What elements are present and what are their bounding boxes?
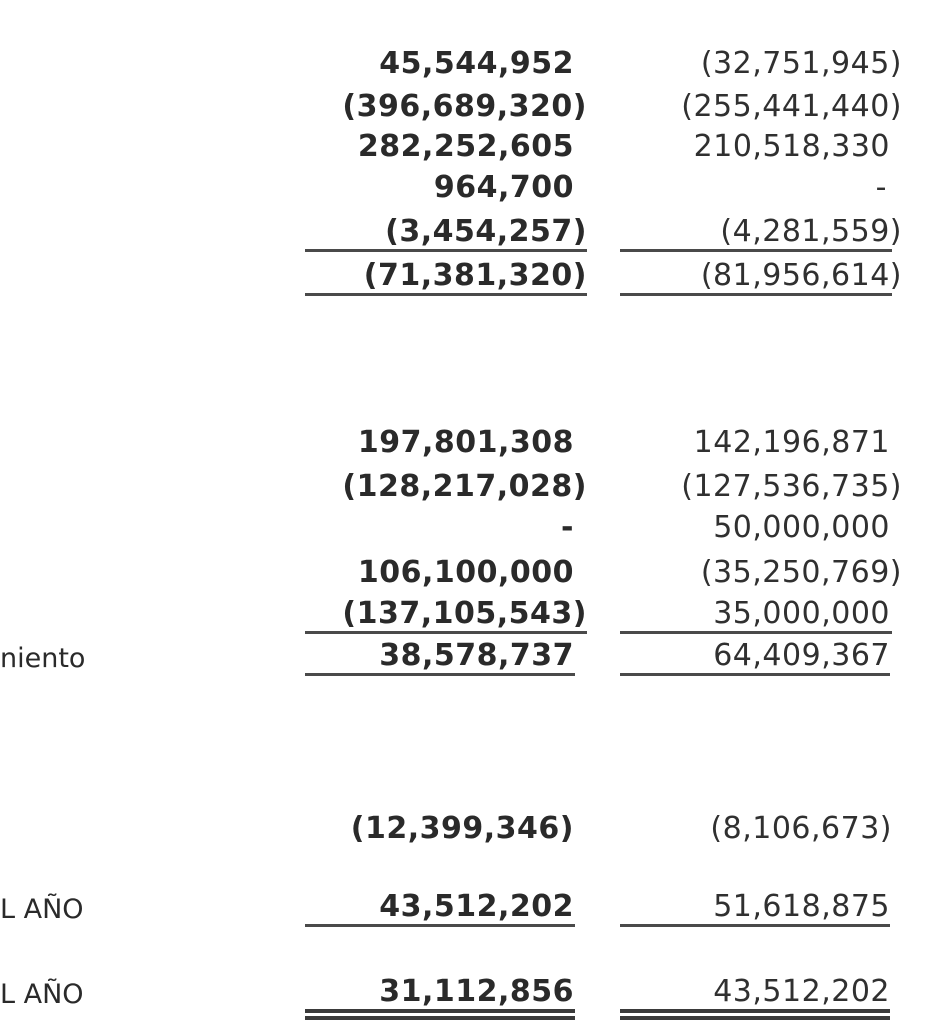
- beginning-year-label: L AÑO: [0, 894, 84, 925]
- double-underline-col1-bottom: [305, 1016, 575, 1020]
- double-underline-col2-top: [620, 1009, 890, 1013]
- value-col2-row14: 51,618,875: [713, 889, 890, 924]
- underline-col1-row14: [305, 924, 575, 927]
- underline-col1-row5: [305, 249, 587, 252]
- end-year-label: L AÑO: [0, 979, 84, 1010]
- value-col1-row9: -: [561, 510, 574, 545]
- value-col2-row5: (4,281,559): [720, 214, 902, 249]
- double-underline-col2-bottom: [620, 1016, 890, 1020]
- value-col1-row2: (396,689,320): [342, 89, 587, 124]
- value-col2-row12-subtotal: 64,409,367: [713, 638, 890, 673]
- value-col2-row13: (8,106,673): [710, 811, 892, 846]
- underline-col2-row14: [620, 924, 890, 927]
- value-col1-row8: (128,217,028): [342, 469, 587, 504]
- value-col2-row7: 142,196,871: [693, 425, 890, 460]
- value-col1-row6-subtotal: (71,381,320): [363, 258, 587, 293]
- value-col2-row2: (255,441,440): [681, 89, 902, 124]
- value-col2-row10: (35,250,769): [700, 555, 902, 590]
- value-col2-row15-total: 43,512,202: [713, 974, 890, 1009]
- underline-col1-row11: [305, 631, 587, 634]
- value-col1-row15-total: 31,112,856: [379, 974, 574, 1009]
- value-col2-row6-subtotal: (81,956,614): [700, 258, 902, 293]
- value-col1-row12-subtotal: 38,578,737: [379, 638, 574, 673]
- value-col1-row10: 106,100,000: [357, 555, 574, 590]
- underline-col2-row12: [620, 673, 890, 676]
- underline-col1-row12: [305, 673, 575, 676]
- value-col1-row3: 282,252,605: [357, 129, 574, 164]
- value-col1-row14: 43,512,202: [379, 889, 574, 924]
- underline-col2-row11: [620, 631, 892, 634]
- value-col1-row13: (12,399,346): [350, 811, 574, 846]
- value-col2-row3: 210,518,330: [693, 129, 890, 164]
- value-col2-row9: 50,000,000: [713, 510, 890, 545]
- value-col1-row11: (137,105,543): [342, 596, 587, 631]
- underline-col2-row5: [620, 249, 892, 252]
- financing-total-label: niento: [0, 643, 86, 674]
- value-col2-row11: 35,000,000: [713, 596, 890, 631]
- value-col2-row4: -: [875, 170, 887, 205]
- value-col1-row1: 45,544,952: [379, 46, 574, 81]
- underline-col2-row6: [620, 293, 892, 296]
- value-col2-row1: (32,751,945): [700, 46, 902, 81]
- underline-col1-row6: [305, 293, 587, 296]
- value-col1-row5: (3,454,257): [385, 214, 587, 249]
- value-col2-row8: (127,536,735): [681, 469, 902, 504]
- double-underline-col1-top: [305, 1009, 575, 1013]
- value-col1-row7: 197,801,308: [357, 425, 574, 460]
- value-col1-row4: 964,700: [433, 170, 574, 205]
